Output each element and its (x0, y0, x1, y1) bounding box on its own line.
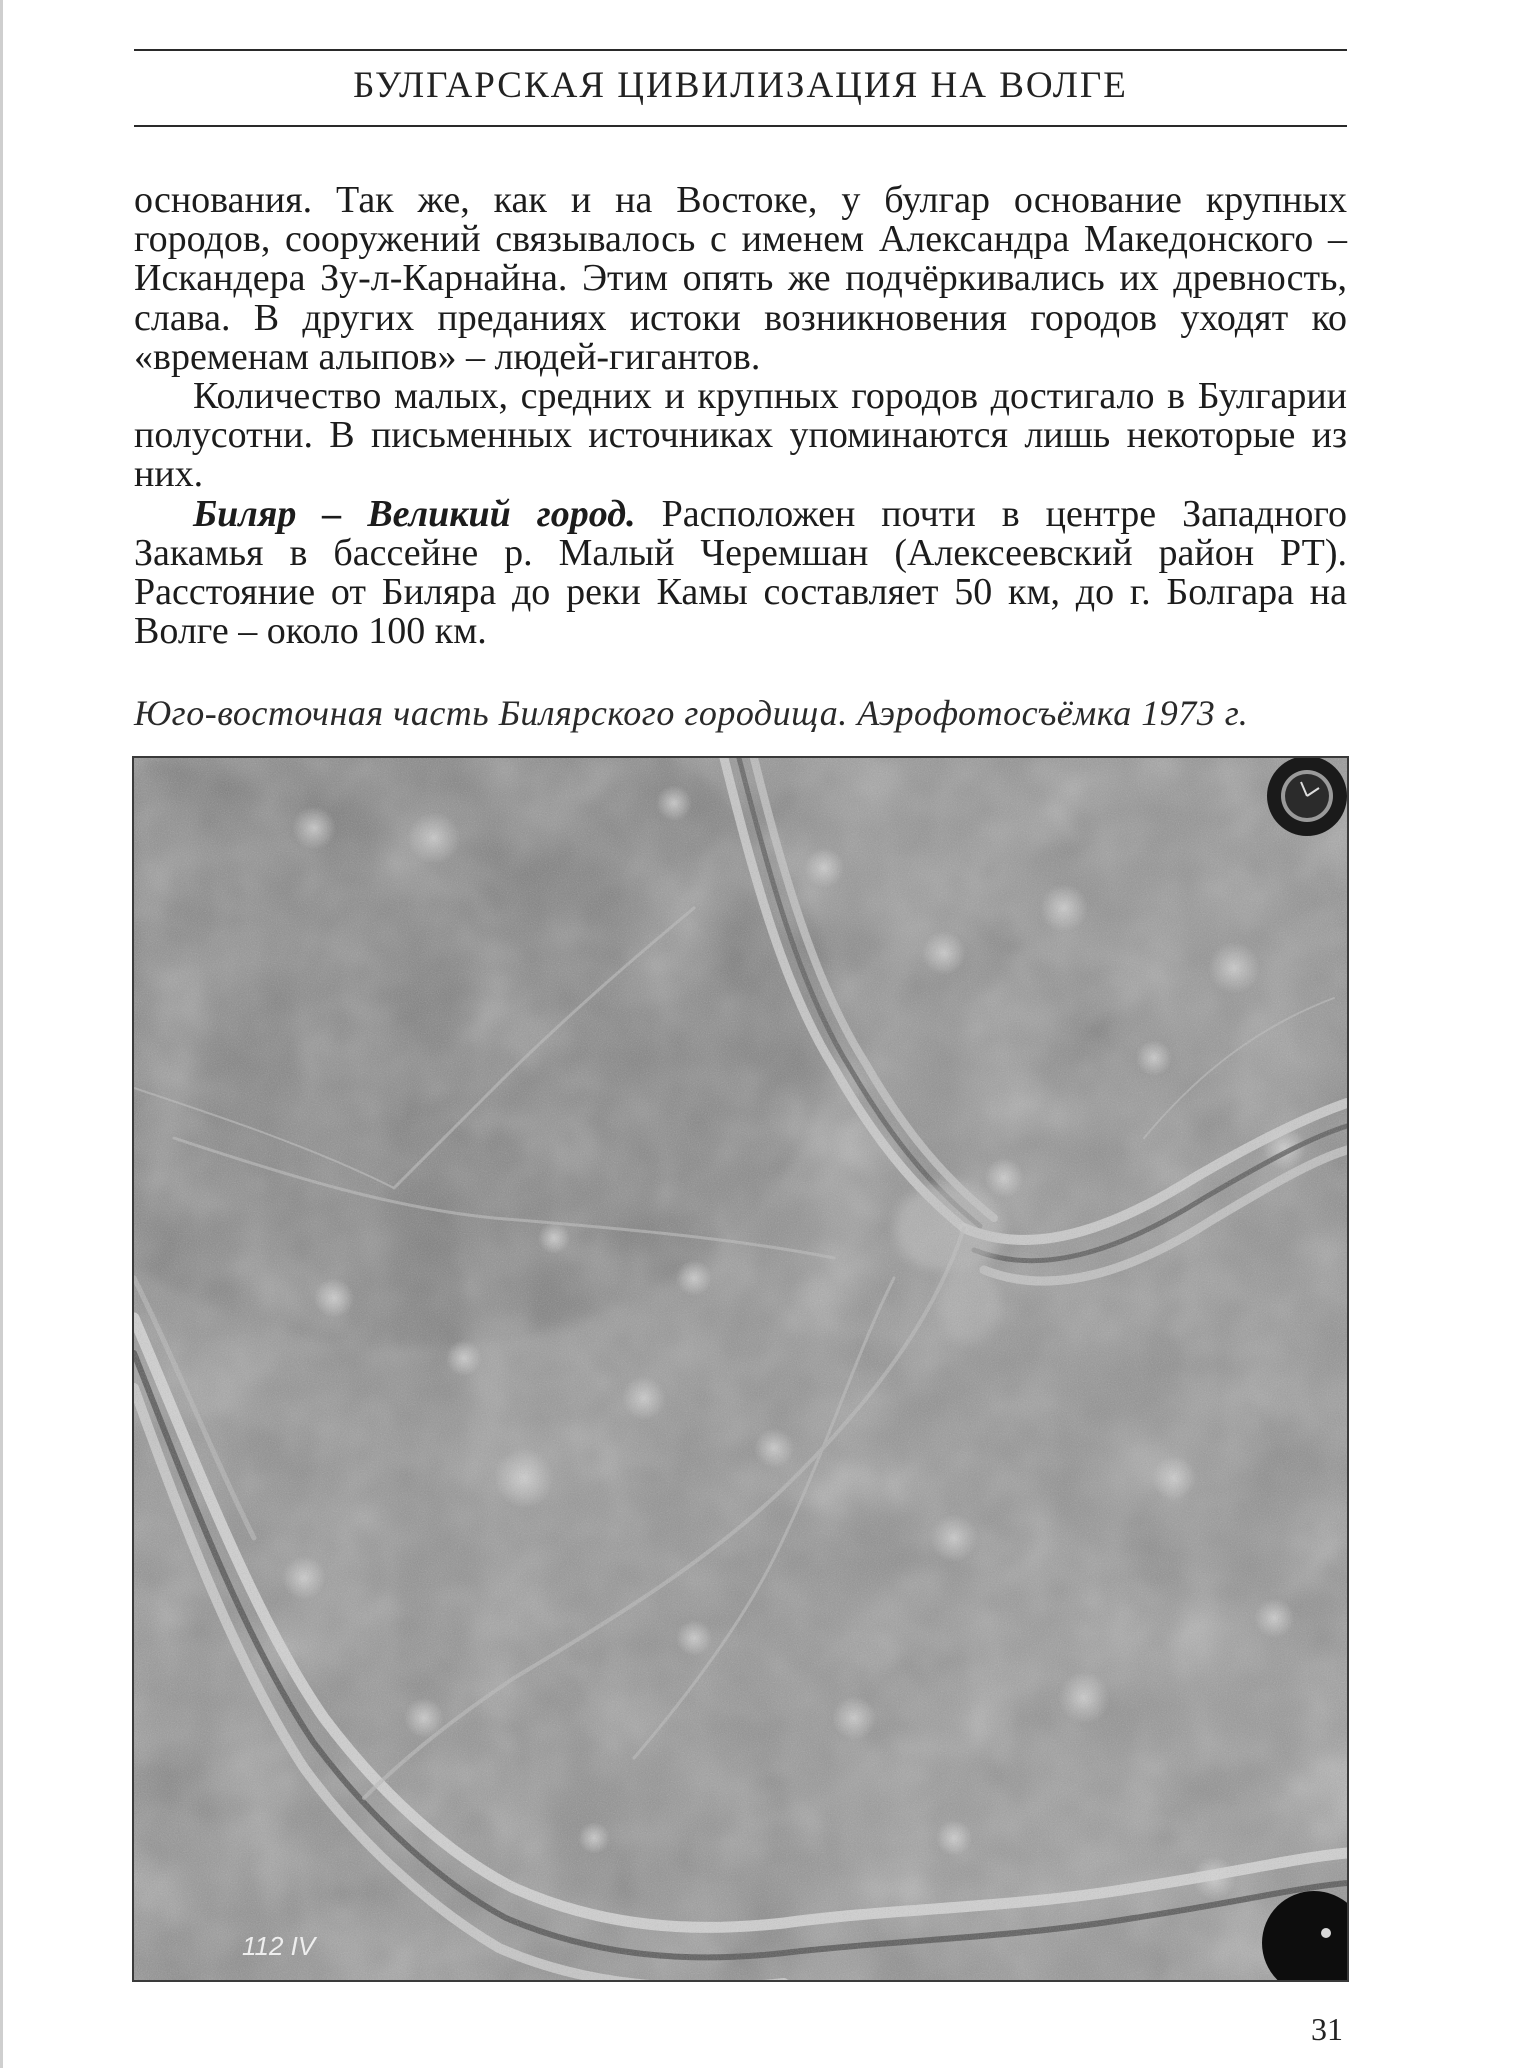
body-text (134, 181, 1347, 651)
paragraph-3-text: Расположен почти в центре Западного Закамья в бассейне р. Малый Черемшан (Алексеевский район РТ). Расстояние от Биляра до реки Камы составляет 50 км, до г. Болгара на Волге – около 100 км. (134, 492, 1348, 653)
page-number: 31 (1311, 2011, 1343, 2047)
paragraph-3 (134, 492, 1348, 653)
figure-caption: Юго-восточная часть Билярского городища. Аэрофотосъёмка 1973 г. (134, 693, 1249, 733)
paragraph-2: Количество малых, средних и крупных городов достигало в Булгарии полусотни. В письменных источниках упоминаются лишь некоторые из них. (134, 375, 1347, 496)
aerial-photo (134, 758, 1347, 1980)
paragraph-1: основания. Так же, как и на Востоке, у булгар основание крупных городов, сооружений связывалось с именем Александра Македонского – Искандера Зу-л-Карнайна. Этим опять же подчёркивались их древность, слава. В других преданиях истоки возникновения городов уходят ко «временам алыпов» – людей-гигантов. (134, 179, 1347, 378)
header-bottom-rule (134, 125, 1347, 127)
frame-label: 112 IV (242, 1931, 316, 1961)
running-header: БУЛГАРСКАЯ ЦИВИЛИЗАЦИЯ НА ВОЛГЕ (353, 65, 1128, 106)
paragraph-3-lead: Биляр – Великий город. (193, 492, 636, 535)
camera-clock-icon (1267, 758, 1347, 836)
page-edge (0, 0, 3, 2068)
header-top-rule (134, 49, 1347, 51)
